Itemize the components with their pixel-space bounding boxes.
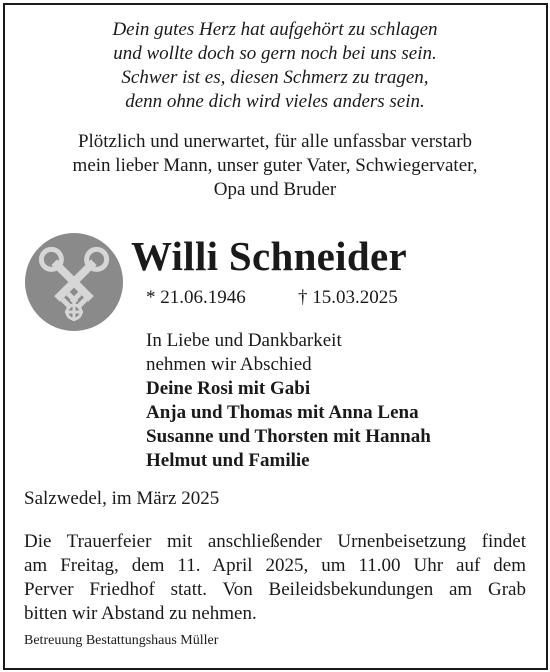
mourner-name: Susanne und Thorsten mit Hannah [146, 426, 431, 447]
funeral-notice-line: Perver Friedhof statt. Von Beileidsbekundungen am Grab [24, 579, 526, 600]
funeral-notice-line: bitten wir Abstand zu nehmen. [24, 603, 257, 624]
mourner-name: Helmut und Familie [146, 450, 310, 471]
poem-line: und wollte doch so gern noch bei uns sein. [113, 43, 437, 64]
funeral-notice-line: Die Trauerfeier mit anschließender Urnenbeisetzung findet [24, 531, 526, 552]
announcement-line: Opa und Bruder [213, 179, 337, 200]
birth-date: * 21.06.1946 [146, 287, 246, 308]
funeral-notice [24, 530, 526, 626]
announcement-text [0, 130, 550, 202]
poem-line: Schwer ist es, diesen Schmerz zu tragen, [121, 67, 429, 88]
death-date: † 15.03.2025 [298, 287, 398, 308]
poem-line: Dein gutes Herz hat aufgehört zu schlagen [112, 19, 438, 40]
poem-line: denn ohne dich wird vieles anders sein. [125, 91, 425, 112]
mourner-name: Anja und Thomas mit Anna Lena [146, 402, 419, 423]
undertaker-credit: Betreuung Bestattungshaus Müller [24, 633, 219, 648]
mourners-intro-line: nehmen wir Abschied [146, 354, 312, 375]
announcement-line: mein lieber Mann, unser guter Vater, Schwiegervater, [72, 155, 478, 176]
poem [0, 18, 550, 114]
place-and-date: Salzwedel, im März 2025 [24, 488, 220, 509]
funeral-notice-line: am Freitag, dem 11. April 2025, um 11.00 Uhr auf dem [24, 555, 526, 576]
crossed-keys-emblem-icon [24, 232, 124, 332]
announcement-line: Plötzlich und unerwartet, für alle unfassbar verstarb [77, 131, 473, 152]
mourners-block [146, 329, 431, 473]
mourner-name: Deine Rosi mit Gabi [146, 378, 311, 399]
mourners-intro-line: In Liebe und Dankbarkeit [146, 330, 342, 351]
deceased-name: Willi Schneider [131, 233, 407, 279]
